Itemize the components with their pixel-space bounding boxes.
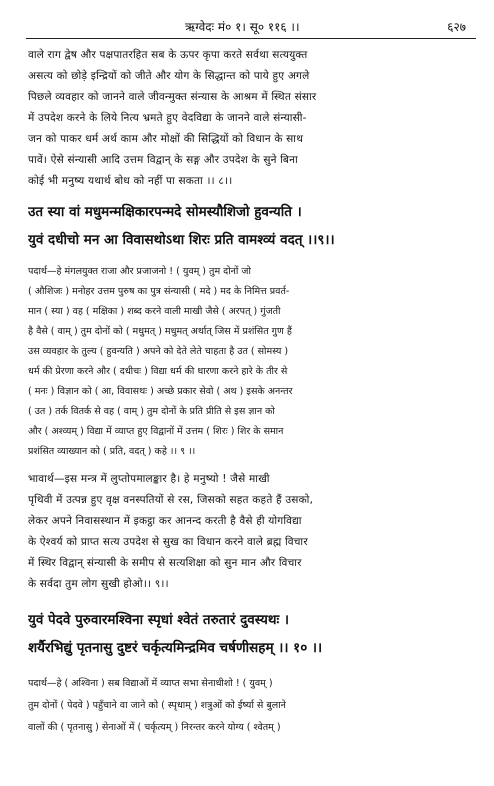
intro-line: वाले राग द्वेष और पक्षपातरहित सब के ऊपर कृपा करते सर्वथा सत्ययुक्त [28,49,308,61]
bhavartha-9-line: पृथिवी में उत्पन्न हुए वृक्ष वनस्पतियों से रस, जिसको सहत कहते हैं उसको, [28,494,314,506]
padartha-10-line: वालों की ( पृतनासु ) सेनाओं में ( चर्कृत्यम् ) निरन्तर करने योग्य ( श्वेतम् ) [28,722,281,733]
page-number: ६२७ [447,20,466,34]
padartha-9-line: ( मनः ) विज्ञान को ( आ, विवासथः ) अच्छे प्रकार सेवो ( अथ ) इसके अनन्तर [28,386,293,397]
padartha-9-line: मान ( स्या ) वह ( मक्षिका ) शब्द करने वाली माखी जैसे ( अरपत् ) गुंजती [28,306,281,317]
bhavartha-9-line: के सर्वदा तुम लोग सुखी होओ।। ९।। [28,578,169,590]
padartha-9-line: है वैसे ( वाम् ) तुम दोनों को ( मधुमत् ) मधुमत् अर्थात् जिस में प्रशंसित गुण हैं [28,326,292,337]
bhavartha-9-line: भावार्थ—इस मन्त्र में लुप्तोपमालङ्कार है। हे मनुष्यो ! जैसे माखी [28,473,270,485]
padartha-9-line: और ( अश्व्यम् ) विद्या में व्याप्त हुए विद्वानों में उत्तम ( शिरः ) शिर के समान [28,426,284,437]
mantra-10-line-1: युवं पेदवे पुरुवारमश्विना स्पृधां श्वेतं तरुतारं दुवस्यथः । [28,612,290,628]
padartha-9-line: उस व्यवहार के तुल्य ( हुवन्यति ) अपने को देते लेते चाहता है उत ( सोमस्य ) [28,346,289,357]
intro-line: पावें। ऐसे संन्यासी आदि उत्तम विद्वान् के सङ्ग और उपदेश के सुने बिना [28,154,298,166]
header-title: ऋग्वेदः मं० १। सू० ११६ ।। [185,20,300,34]
intro-line: कोई भी मनुष्य यथार्थ बोध को नहीं पा सकता ।। ८।। [28,175,233,187]
padartha-10-line: तुम दोनों ( पेदवे ) पहुँचाने वा जाने को ( स्पृधाम् ) शत्रुओं को ईर्ष्या से बुलाने [28,700,286,711]
bhavartha-9-line: में स्थिर विद्वान् संन्यासी के समीप से सत्यशिक्षा को सुन मान और विचार [28,557,302,569]
mantra-9-line-1: उत स्या वां मधुमन्मक्षिकारपन्मदे सोमस्यौशिजो हुवन्यति । [28,204,302,220]
padartha-9-line: ( औशिजः ) मनोहर उत्तम पुरुष का पुत्र संन्यासी ( मदे ) मद के निमित्त प्रवर्त- [28,286,290,297]
mantra-10-line-2: शर्यैरभिद्युं पृतनासु दुष्टरं चर्कृत्यमिन्द्रमिव चर्षणीसहम् ।। १० ।। [28,640,323,656]
padartha-9-line: पदार्थ—हे मंगलयुक्त राजा और प्रजाजनो ! ( युवम् ) तुम दोनों जो [28,266,251,277]
running-header [0,18,494,36]
padartha-9-line: ( उत ) तर्क वितर्क से वह ( वाम् ) तुम दोनों के प्रति प्रीति से इस ज्ञान को [28,406,275,417]
bhavartha-9-line: के ऐश्वर्य को प्राप्त सत्य उपदेश से सुख का विधान करने वाले ब्रह्म विचार [28,536,308,548]
intro-line: में उपदेश करने के लिये नित्य भ्रमते हुए वेदविद्या के जानने वाले संन्यासी- [28,112,307,124]
intro-line: असत्य को छोड़े इन्द्रियों को जीते और योग के सिद्धान्त को पाये हुए अगले [28,70,310,82]
header-rule [26,38,476,39]
padartha-10-line: पदार्थ—हे ( अश्विना ) सब विद्याओं में व्याप्त सभा सेनाधीशो ! ( युवम् ) [28,678,273,689]
padartha-9-line: धर्म की प्रेरणा करने और ( दधीचः ) विद्या धर्म की धारणा करने हारे के तीर से [28,366,288,377]
intro-line: जन को पाकर धर्म अर्थ काम और मोक्षों की सिद्धियों को विधान के साथ [28,133,304,145]
padartha-9-line: प्रशंसित व्याख्यान को ( प्रति, वदत् ) कहे ।। ९ ।। [28,446,196,457]
bhavartha-9-line: लेकर अपने निवासस्थान में इकट्ठा कर आनन्द करती है वैसे ही योगविद्या [28,515,302,527]
mantra-9-line-2: युवं दधीचो मन आ विवासथोऽथा शिरः प्रति वामश्व्यं वदत् ।।९।। [28,232,335,248]
intro-line: पिछले व्यवहार को जानने वाले जीवन्मुक्त संन्यास के आश्रम में स्थित संसार [28,91,317,103]
